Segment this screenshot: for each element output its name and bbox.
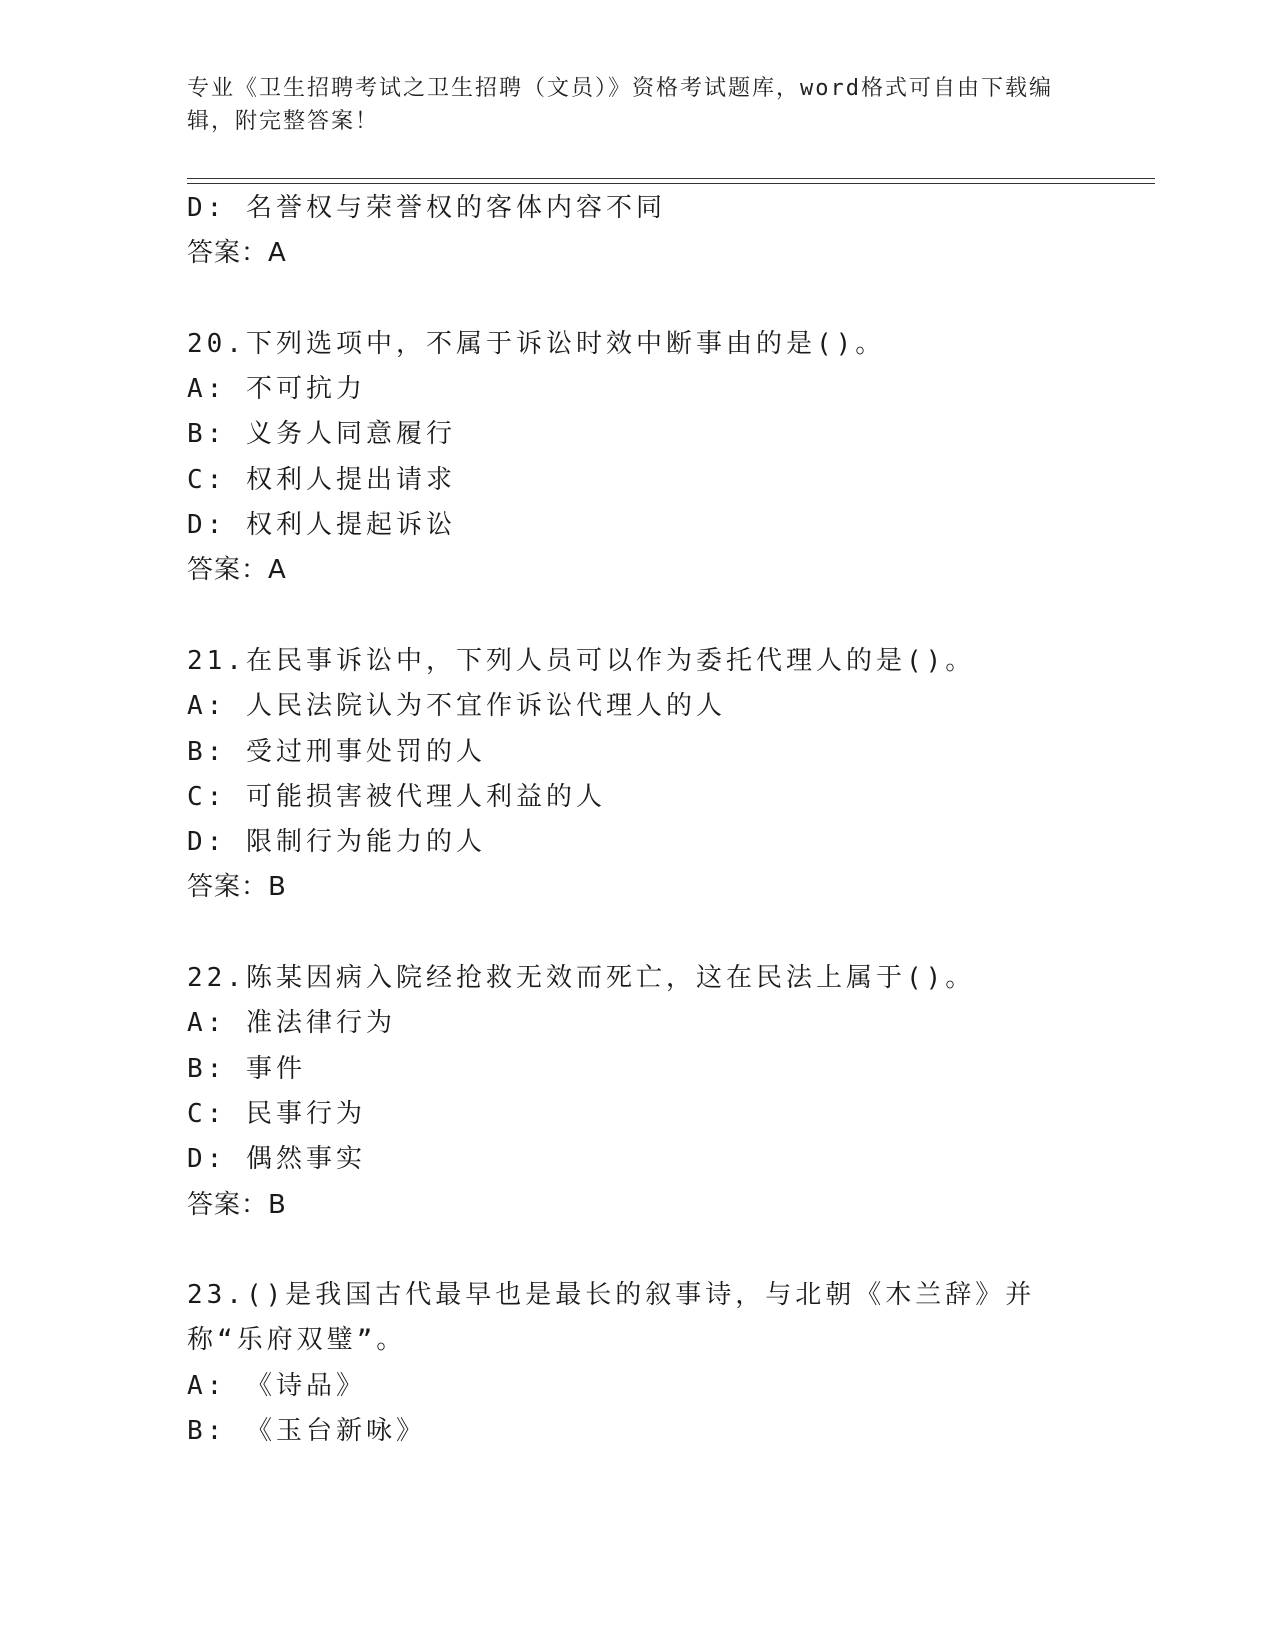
- q21-option-d: D: 限制行为能力的人: [187, 827, 486, 858]
- q20-option-b: B: 义务人同意履行: [187, 419, 456, 450]
- spacer: [187, 1228, 1087, 1273]
- prev-answer: 答案：A: [187, 238, 287, 269]
- q23-option-b: B: 《玉台新咏》: [187, 1416, 426, 1447]
- question-list: [187, 186, 1087, 1454]
- q22-option-c: C: 民事行为: [187, 1098, 366, 1129]
- q20-option-d: D: 权利人提起诉讼: [187, 510, 456, 541]
- spacer: [187, 911, 1087, 956]
- q22-question: 22.陈某因病入院经抢救无效而死亡，这在民法上属于()。: [187, 963, 976, 994]
- q23-question: 23.()是我国古代最早也是最长的叙事诗，与北朝《木兰辞》并称“乐府双璧”。: [187, 1280, 1036, 1356]
- q22-answer: 答案：B: [187, 1189, 287, 1220]
- q20-question: 20.下列选项中，不属于诉讼时效中断事由的是()。: [187, 328, 886, 359]
- q23-option-a: A: 《诗品》: [187, 1370, 366, 1401]
- q20-option-c: C: 权利人提出请求: [187, 464, 456, 495]
- q22-option-d: D: 偶然事实: [187, 1144, 366, 1175]
- document-header: 专业《卫生招聘考试之卫生招聘（文员）》资格考试题库，word格式可自由下载编辑，附完整答案！: [187, 76, 1053, 134]
- q21-option-b: B: 受过刑事处罚的人: [187, 736, 486, 767]
- spacer: [187, 277, 1087, 322]
- spacer: [187, 594, 1087, 639]
- q22-option-b: B: 事件: [187, 1053, 306, 1084]
- q22-option-a: A: 准法律行为: [187, 1008, 396, 1039]
- q20-option-a: A: 不可抗力: [187, 374, 366, 405]
- q21-option-a: A: 人民法院认为不宜作诉讼代理人的人: [187, 691, 726, 722]
- q21-option-c: C: 可能损害被代理人利益的人: [187, 781, 606, 812]
- prev-option-d: D: 名誉权与荣誉权的客体内容不同: [187, 193, 666, 223]
- q21-answer: 答案：B: [187, 872, 287, 903]
- header-rule-top: [187, 178, 1155, 179]
- q21-question: 21.在民事诉讼中，下列人员可以作为委托代理人的是()。: [187, 645, 976, 676]
- q20-answer: 答案：A: [187, 555, 287, 586]
- header-rule-bottom: [187, 183, 1155, 184]
